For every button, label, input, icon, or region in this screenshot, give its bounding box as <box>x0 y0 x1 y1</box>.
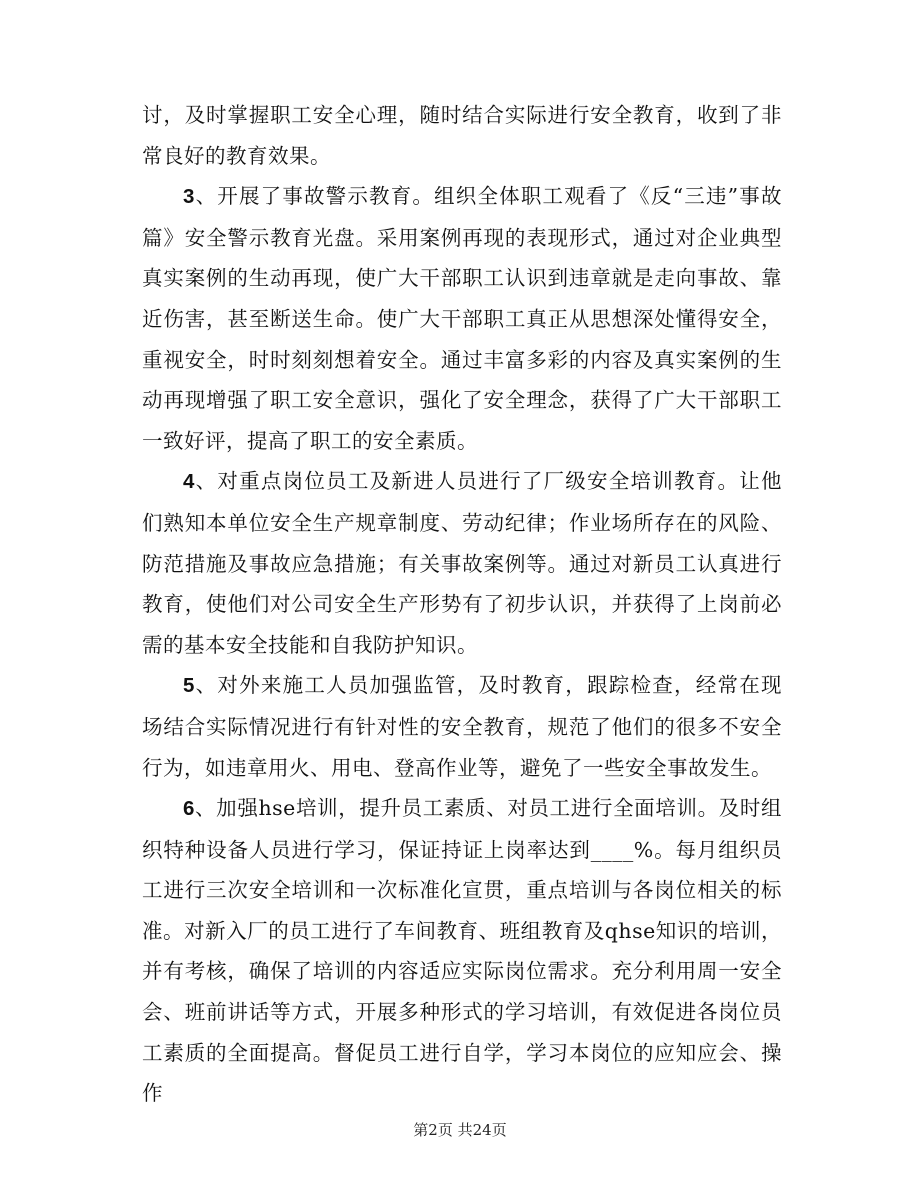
paragraph-item-6 <box>142 788 782 1114</box>
paragraph-text: 讨，及时掌握职工安全心理，随时结合实际进行安全教育，收到了非常良好的教育效果。 <box>142 103 782 168</box>
paragraph-item-3 <box>142 176 782 461</box>
paragraph-number: 4 <box>183 470 195 494</box>
paragraph-number: 3 <box>183 185 195 209</box>
paragraph-item-5 <box>142 665 782 788</box>
page-number-footer: 第2页 共24页 <box>413 1121 507 1139</box>
paragraph-text: 、对外来施工人员加强监管，及时教育，跟踪检查，经常在现场结合实际情况进行有针对性的安全教育，规范了他们的很多不安全行为，如违章用火、用电、登高作业等，避免了一些安全事故发生。 <box>142 673 782 780</box>
paragraph-text: 、加强hse培训，提升员工素质、对员工进行全面培训。及时组织特种设备人员进行学习，保证持证上岗率达到____%。每月组织员工进行三次安全培训和一次标准化宣贯，重点培训与各岗位相关的标准。对新入厂的员工进行了车间教育、班组教育及qhse知识的培训，并有考核，确保了培训的内容适应实际岗位需求。充分利用周一安全会、班前讲话等方式，开展多种形式的学习培训，有效促进各岗位员工素质的全面提高。督促员工进行自学，学习本岗位的应知应会、操作 <box>142 796 782 1106</box>
paragraph-text: 、对重点岗位员工及新进人员进行了厂级安全培训教育。让他们熟知本单位安全生产规章制度、劳动纪律；作业场所存在的风险、防范措施及事故应急措施；有关事故案例等。通过对新员工认真进行教育，使他们对公司安全生产形势有了初步认识，并获得了上岗前必需的基本安全技能和自我防护知识。 <box>142 469 782 657</box>
paragraph-item-4 <box>142 461 782 665</box>
paragraph-number: 5 <box>183 674 195 698</box>
paragraph-text: 、开展了事故警示教育。组织全体职工观看了《反“三违”事故篇》安全警示教育光盘。采用案例再现的表现形式，通过对企业典型真实案例的生动再现，使广大干部职工认识到违章就是走向事故、靠近伤害，甚至断送生命。使广大干部职工真正从思想深处懂得安全，重视安全，时时刻刻想着安全。通过丰富多彩的内容及真实案例的生动再现增强了职工安全意识，强化了安全理念，获得了广大干部职工一致好评，提高了职工的安全素质。 <box>142 184 782 453</box>
document-body <box>142 95 782 1114</box>
paragraph-number: 6 <box>183 797 195 821</box>
paragraph-continuation <box>142 95 782 176</box>
